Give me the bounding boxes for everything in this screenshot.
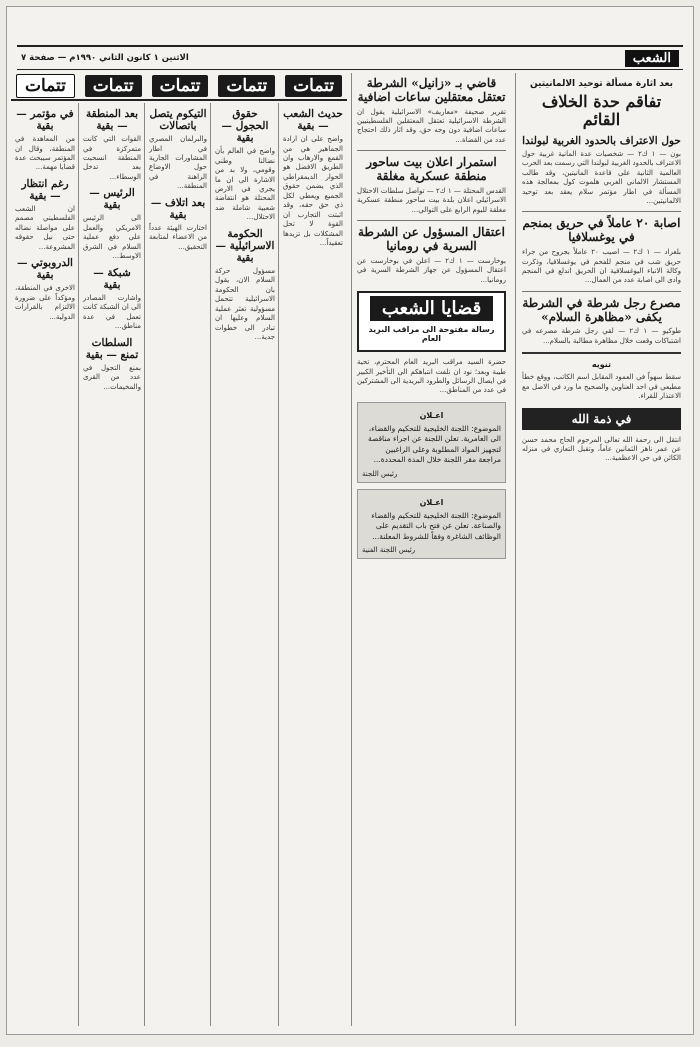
middle-column (351, 73, 511, 1026)
article-body: مسؤول حركة السلام الان، يقول بان الحكومة الاسرائيلية تتحمل مسؤولية تعثر عملية السلام وعليها ان تبادر الى خطوات جدية... (215, 266, 275, 341)
article-body: بوخارست — ١ ك٢ — اعلن في بوخارست عن اعتقال المسؤول عن جهاز الشرطة السرية في رومانيا... (357, 256, 506, 284)
article-body: بون — ١ ك٢ — شخصيات عدة المانية غربية حول الاعتراف بالحدود الغربية لبولندا التي رسمت بعد الحرب العالمية الثانية على قاعدة المانيتين، وقد طالب المستشار الالماني الغربي هلموت كول بمعالجة هذه المسألة في اطار مؤتمر سلام يعقد بعد توحيد الالمانيتين... (522, 149, 682, 206)
obituary-banner: في ذمة الله (522, 408, 681, 430)
masthead (17, 45, 683, 70)
hadith-label: حديث الشعب — بقية (283, 108, 343, 133)
article-body: واشارت المصادر الى ان الشبكة كانت تعمل في عدة مناطق... (82, 293, 141, 331)
headline-mine-fire: اصابة ٢٠ عاملاً في حريق بمنجم في يوغسلافيا (522, 216, 681, 245)
main-headline: تفاقم حدة الخلاف القائم (541, 92, 662, 130)
tatimmat-label: تتمات (285, 75, 342, 97)
headline-court: قاضي بـ «زانيل» الشرطة تعتقل معتقلين ساعات اضافية (357, 76, 506, 104)
continuation-column (79, 103, 145, 1026)
continuation-column (145, 103, 211, 1026)
qadaya-banner (357, 291, 506, 352)
qadaya-subtitle: رسالة مفتوحة الى مراقب البريد العام (368, 325, 495, 344)
newspaper-logo: الشعب (625, 50, 679, 67)
continuation-headline: بعد المنطقة — بقية (85, 108, 139, 133)
obituary-body: انتقل الى رحمة الله تعالى المرحوم الحاج محمد حسن عن عمر ناهز الثمانين عاماً، وتقبل التعازي في منزله الكائن في حي الاعظمية... (522, 435, 681, 463)
article-body: واضح في العالم بأن نضالنا وطني وقومي، ولا بد من الاشارة الى ان ما يجري في الارض المحتلة هو انتفاضة شعبية شاملة ضد الاحتلال... (215, 147, 275, 222)
newspaper-page (6, 6, 694, 1035)
ad-title: اعـلان (419, 410, 444, 420)
continuation-headline: الرئيس — بقية (89, 187, 135, 212)
notice-title: تنويه (591, 360, 612, 370)
article-body: من المعاهدة في المنطقة، وقال ان المؤتمر سيبحث عدة قضايا مهمة... (15, 135, 75, 172)
right-column (515, 73, 685, 1026)
continuation-column (279, 103, 347, 1026)
tatimmat-label: تتمات (152, 75, 209, 97)
ad-signature: رئيس اللجنة الفنية (362, 546, 416, 555)
ad-signature: رئيس اللجنة (362, 469, 398, 478)
ad-body: الموضوع: اللجنة الخليجية للتحكيم والقضاء، الى العامرية. تعلن اللجنة عن اجراء مناقصة لتجهيز المواد المطلوبة وعلى الراغبين مراجعة مقر اللجنة خلال المدة المحددة... (367, 423, 501, 465)
article-body: اختارت الهيئة عدداً من الاعضاء لمتابعة التحقيق... (149, 223, 207, 251)
article-body: بمنع التجول في عدد من القرى والمخيمات... (83, 363, 141, 391)
article-body: تقرير صحيفة «معاريف» الاسرائيلية يقول ان الشرطة الاسرائيلية تعتقل المعتقلين الفلسطينيين ساعات اضافية دون وجه حق، وقد اثار ذلك احتجاج عدد من القضاة... (357, 107, 506, 144)
folio-date: الاثنين ١ كانون الثاني ١٩٩٠م — صفحة ٧ (21, 53, 189, 63)
continuation-column (11, 103, 79, 1026)
main-subhead: حول الاعتراف بالحدود الغربية لبولندا (522, 134, 681, 147)
continuation-headline: في مؤتمر — بقية (16, 108, 74, 133)
article-body: القدس المحتلة — ١ ك٢ — تواصل سلطات الاحتلال الاسرائيلي اعلان بلدة بيت ساحور منطقة عسكرية مغلقة لليوم الرابع على التوالي... (357, 186, 506, 214)
article-body: القوات التي كانت متمركزة في المنطقة انسحبت بعد تدخل الوسطاء... (83, 135, 141, 181)
tatimmat-label: تتمات (85, 75, 142, 97)
kicker: بعد اثارة مسألة توحيد الالمانيتين (530, 79, 673, 89)
tatimmat-label: تتمات (16, 74, 75, 98)
continuation-headline: شبكة — بقية (93, 266, 131, 291)
headline-romania: اعتقال المسؤول عن الشرطة السرية في رومانيا (357, 225, 506, 254)
continuation-headline: رغم انتظار — بقية (21, 177, 69, 202)
ad-body: الموضوع: اللجنة الخليجية للتحكيم والقضاء والصناعة. تعلن عن فتح باب التقديم على الوظائف الشاغرة وفقاً للشروط المعلنة... (371, 510, 501, 541)
classified-ad (357, 402, 506, 483)
article-body: واضح على ان ارادة الجماهير هي من القمع والارهاب وان الطريق الافضل هو الحوار الديمقراطي الذي يضمن حقوق الجميع ويعطي لكل ذي حق حقه، وقد اثبتت التجارب ان القوة لا تحل المشكلات بل تزيدها تعقيداً... (283, 135, 343, 247)
continuation-headline: حقوق الحجول — بقية (221, 108, 269, 145)
continuation-column (211, 103, 279, 1026)
continuation-headline: الحكومة الاسرائيلية — بقية (215, 227, 275, 264)
article-body: الاخرى في المنطقة، ومؤكداً على ضرورة الالتزام بالقرارات الدولية... (15, 284, 75, 321)
article-body: طوكيو — ١ ك٢ — لقي رجل شرطة مصرعه في اشتباكات وقعت خلال مظاهرة مطالبة بالسلام... (522, 327, 682, 345)
headline-beit-sahour: استمرار اعلان بيت ساحور منطقة عسكرية مغلقة (366, 155, 497, 184)
continuation-headline: الدروبوتي — بقية (17, 257, 73, 282)
article-body: الى الرئيس الامريكي والعمل على دفع عملية السلام في الشرق الاوسط... (83, 214, 141, 261)
article-body: بلغراد — ١ ك٢ — اصيب ٢٠ عاملاً بجروح من جراء حريق شب في منجم للفحم في يوغسلافيا، وذكرت وكالة الانباء اليوغسلافية ان الحريق اندلع في المنجم وادى الى اصابة عدد من العمال... (522, 248, 681, 285)
notice-body: سقط سهواً في العمود المقابل اسم الكاتب، ووقع خطأ مطبعي في احد العناوين والصحيح ما ورد في الاصل مع الاعتذار للقراء. (522, 373, 681, 401)
qadaya-title: قضايا الشعب (370, 296, 493, 321)
continuation-headline: بعد اتلاف — بقية (150, 196, 206, 221)
tatimmat-label: تتمات (218, 75, 275, 97)
classified-ad (357, 489, 506, 560)
ad-title: اعـلان (419, 497, 444, 507)
article-body: ان الشعب الفلسطيني مصمم على مواصلة نضاله حتى نيل حقوقه المشروعة... (15, 205, 75, 251)
article-body: والبرلمان المصري في اطار المشاورات الجارية حول الاوضاع الراهنة في المنطقة... (149, 135, 207, 191)
continuation-headline: التيكوم يتصل باتصالات (149, 108, 207, 133)
continuation-headline: السلطات تمنع — بقية (85, 336, 139, 361)
continuations-header (11, 73, 347, 101)
continuations-section (11, 73, 347, 1026)
open-letter: حضرة السيد مراقب البريد العام المحترم، تحية طيبة وبعد؛ نود ان نلفت انتباهكم الى التأخير الكبير في ايصال الرسائل والطرود البريدية الى المشتركين في عدد من المناطق... (357, 358, 506, 395)
headline-police: مصرع رجل شرطة في الشرطة يكفى «مظاهرة السلام» (522, 295, 681, 324)
